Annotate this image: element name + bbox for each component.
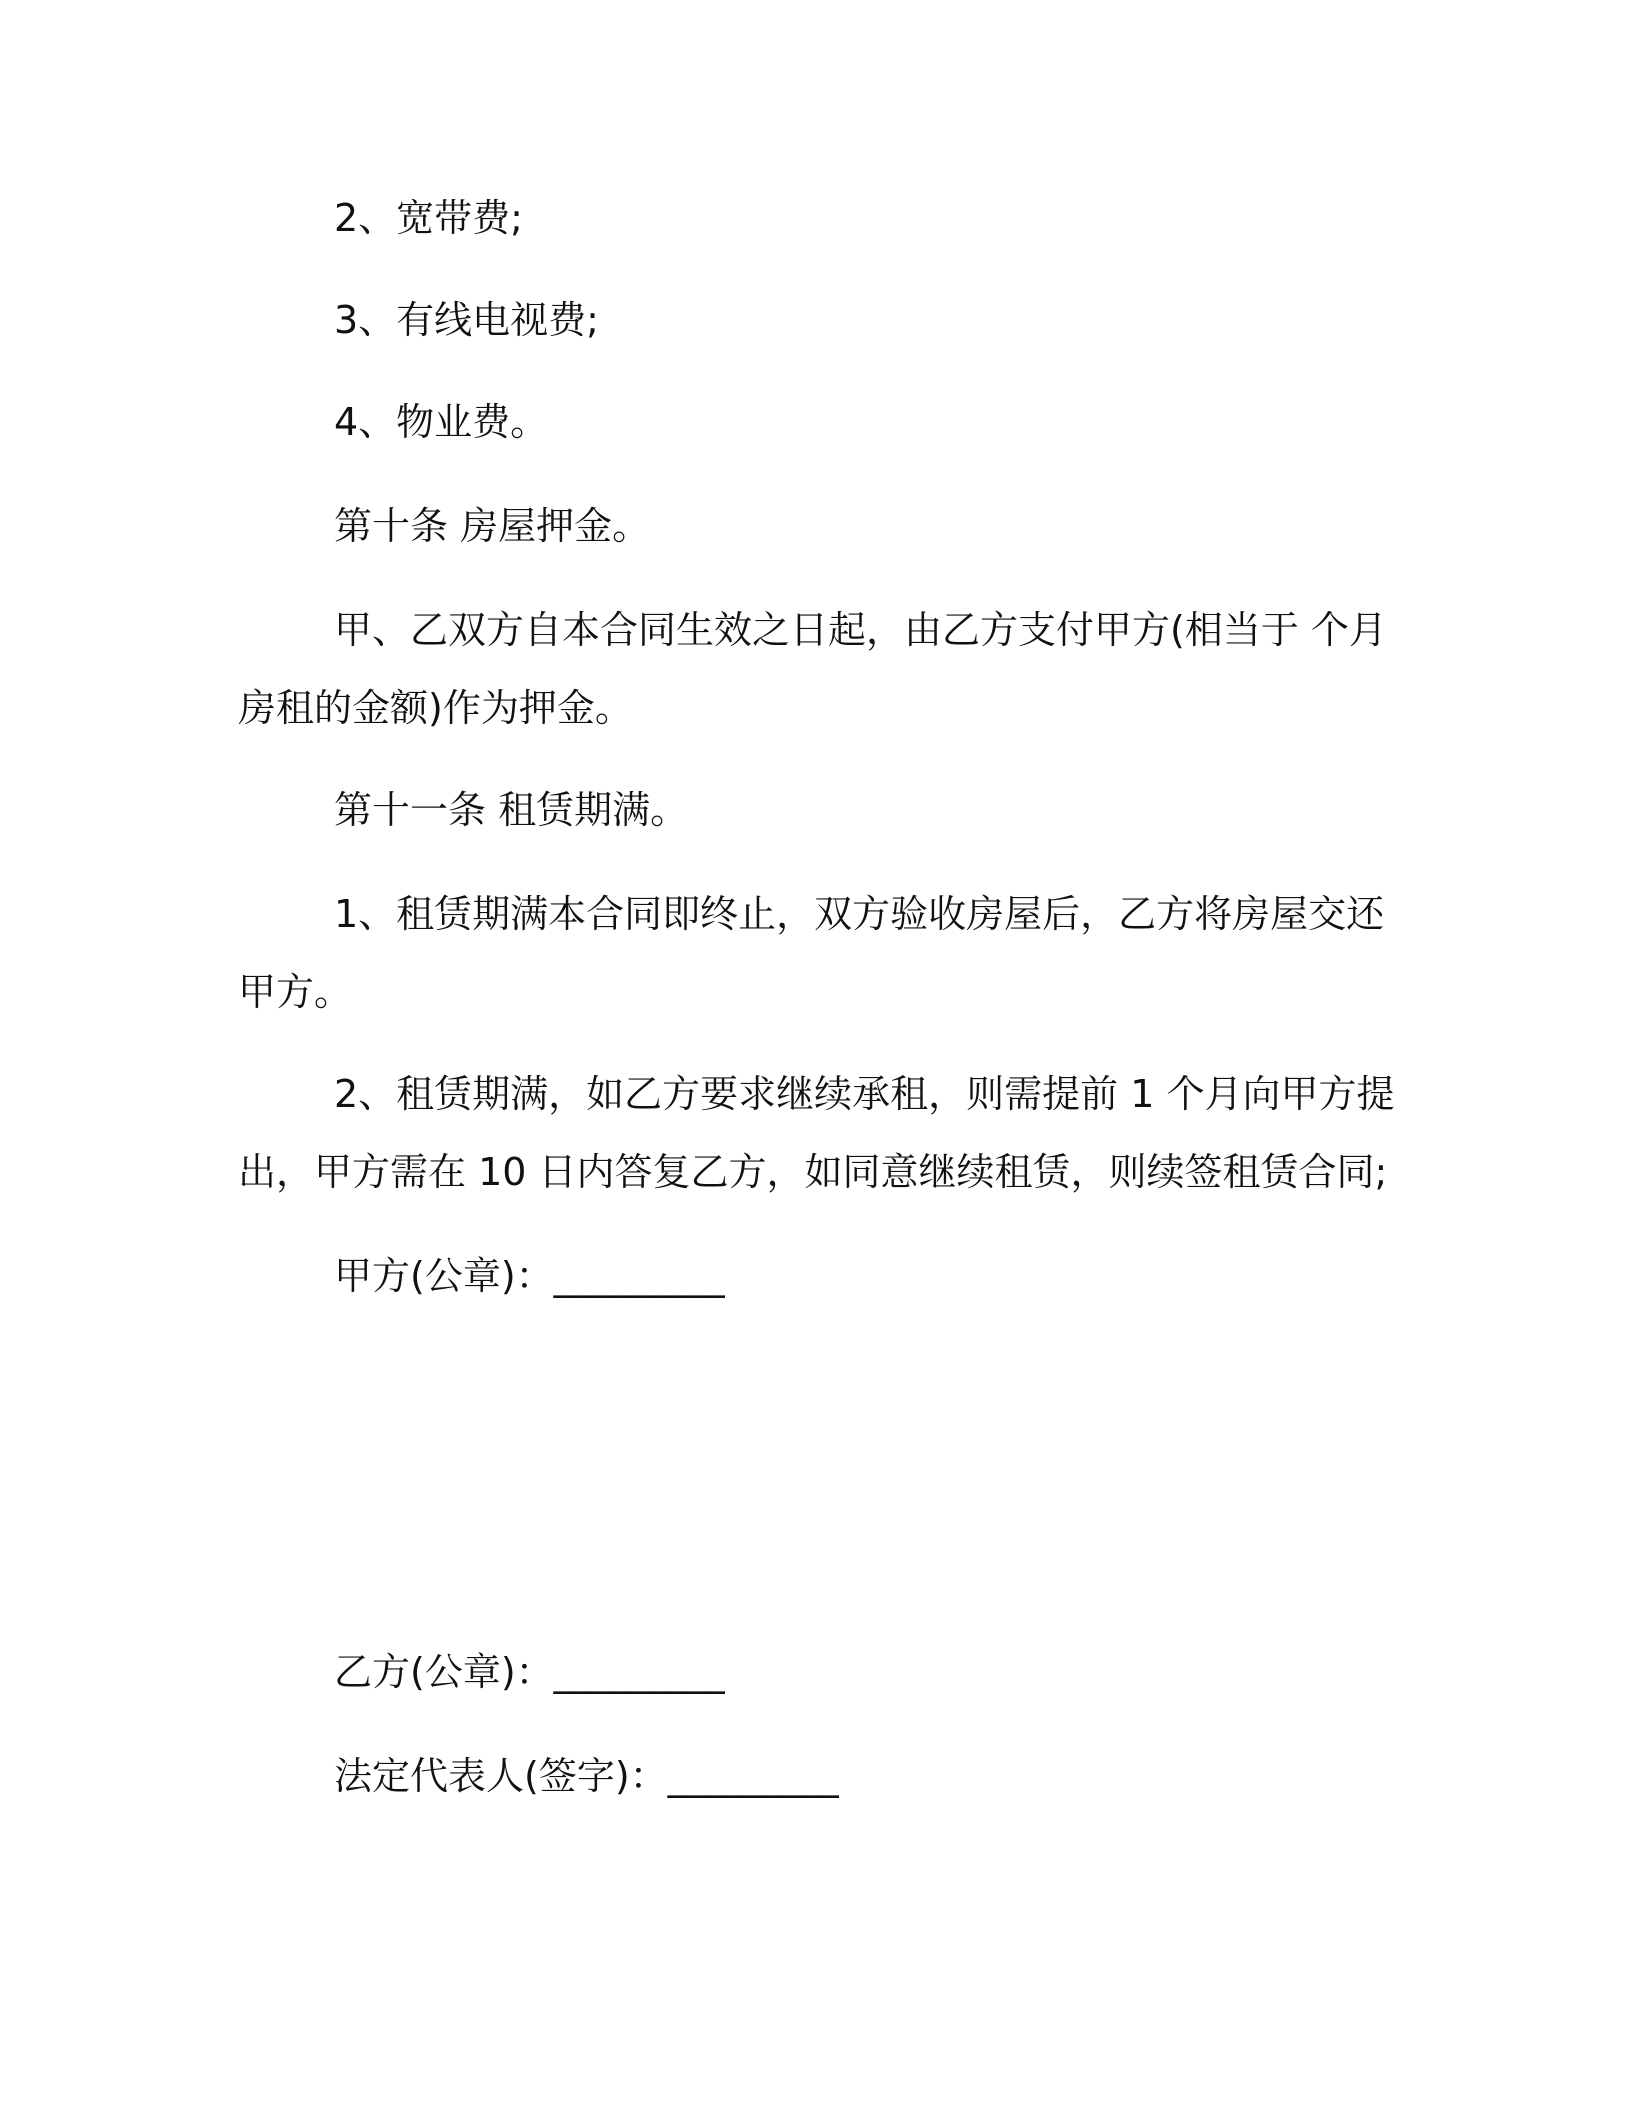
clause-paragraph (238, 1054, 1395, 1134)
party-a-signature-blank: _________ (553, 1254, 725, 1298)
article-11-clause-2-line-1: 2、租赁期满，如乙方要求继续承租，则需提前 1 个月向甲方提 (334, 1072, 1395, 1116)
article-10-body-line-1: 甲、乙双方自本合同生效之日起，由乙方支付甲方(相当于 个月 (334, 608, 1387, 652)
list-item (238, 280, 1358, 360)
item-text: 2、宽带费; (334, 196, 523, 240)
item-text: 3、有线电视费; (334, 298, 599, 342)
legal-rep-signature-blank: _________ (667, 1754, 839, 1798)
article-heading (238, 770, 1358, 850)
signature-line-party-b (238, 1632, 1358, 1712)
legal-rep-label: 法定代表人(签字)： (334, 1754, 668, 1798)
party-a-label: 甲方(公章)： (334, 1254, 554, 1298)
signature-line-legal-rep (238, 1736, 1358, 1816)
party-b-signature-blank: _________ (553, 1650, 725, 1694)
article-paragraph (238, 590, 1387, 670)
clause-paragraph-continued (238, 952, 1358, 1032)
list-item (238, 178, 1358, 258)
article-10-heading: 第十条 房屋押金。 (334, 504, 651, 548)
item-text: 4、物业费。 (334, 400, 549, 444)
article-heading (238, 486, 1358, 566)
clause-paragraph (238, 874, 1385, 954)
article-11-clause-2-line-2: 出，甲方需在 10 日内答复乙方，如同意继续租赁，则续签租赁合同; (238, 1150, 1388, 1194)
article-paragraph-continued (238, 668, 1358, 748)
party-b-label: 乙方(公章)： (334, 1650, 554, 1694)
article-11-clause-1-line-2: 甲方。 (238, 970, 353, 1014)
list-item (238, 382, 1358, 462)
clause-paragraph-continued (238, 1132, 1388, 1212)
signature-line-party-a (238, 1236, 1358, 1316)
article-10-body-line-2: 房租的金额)作为押金。 (238, 686, 633, 730)
article-11-clause-1-line-1: 1、租赁期满本合同即终止，双方验收房屋后，乙方将房屋交还 (334, 892, 1385, 936)
article-11-heading: 第十一条 租赁期满。 (334, 788, 689, 832)
